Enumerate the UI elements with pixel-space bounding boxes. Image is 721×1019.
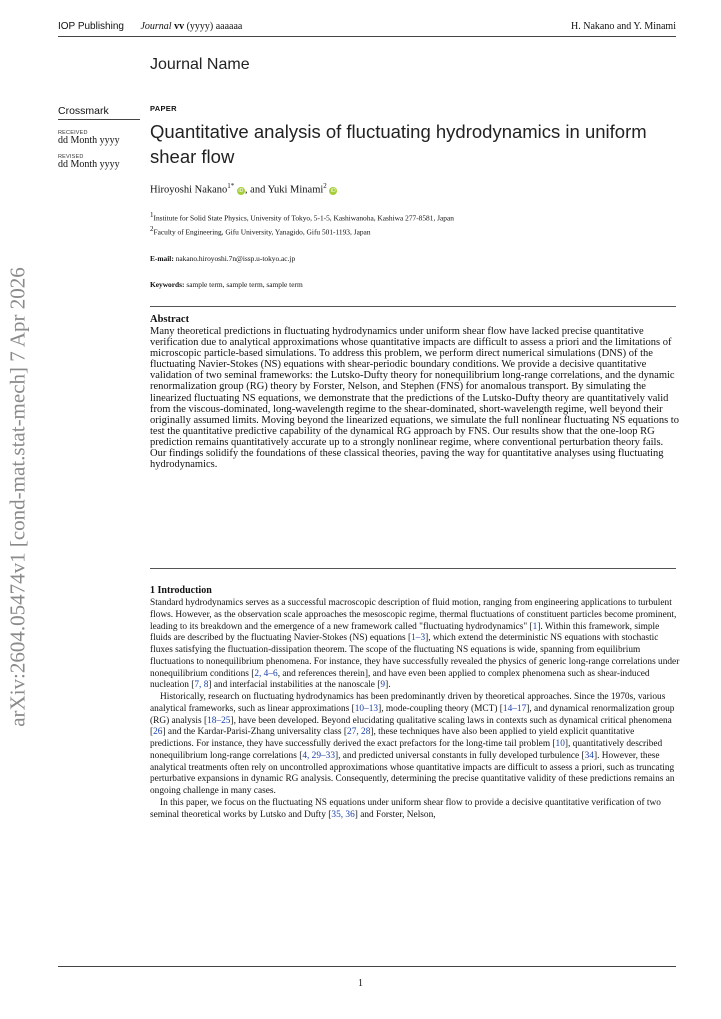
header-rule bbox=[58, 36, 676, 37]
revised-label: REVISED bbox=[58, 154, 84, 160]
citation-link[interactable]: 4, 29–33 bbox=[302, 750, 336, 761]
citation-link[interactable]: 14–17 bbox=[502, 703, 527, 714]
revised-date: dd Month yyyy bbox=[58, 159, 120, 170]
text-run: ]. bbox=[385, 680, 391, 691]
received-date: dd Month yyyy bbox=[58, 135, 120, 146]
citation-link[interactable]: 2, 4–6 bbox=[254, 668, 278, 679]
email-address[interactable]: nakano.hiroyoshi.7n@issp.u-tokyo.ac.jp bbox=[175, 254, 296, 263]
arxiv-identifier[interactable]: arXiv:2604.05474v1 [cond-mat.stat-mech] 7 Apr 2026 bbox=[5, 267, 30, 727]
orcid-icon[interactable]: iD bbox=[238, 187, 244, 194]
citation-link[interactable]: 35, 36 bbox=[331, 809, 355, 820]
text-run: ], and predicted universal constants in fully developed turbulence [ bbox=[335, 750, 585, 761]
text-run: ], these techniques have also been applied to yield explicit quantitative predictions. For instance, they have successfully derived the exact prefactors for the long-time tail problem [ bbox=[150, 727, 635, 749]
margin-rule bbox=[58, 119, 140, 120]
affiliation-text: Faculty of Engineering, Gifu University, Yanagido, Gifu 501-1193, Japan bbox=[153, 227, 371, 237]
citation-link[interactable]: 27, 28 bbox=[347, 727, 371, 738]
author-affil-sup: 2 bbox=[323, 182, 327, 190]
email-line bbox=[150, 254, 295, 263]
article-type-label: PAPER bbox=[150, 104, 177, 113]
keywords-label: Keywords: bbox=[150, 280, 185, 289]
text-run: ], mode-coupling theory (MCT) [ bbox=[378, 703, 503, 714]
abstract-heading: Abstract bbox=[150, 314, 190, 325]
keywords-line bbox=[150, 280, 303, 289]
citation-link[interactable]: 34 bbox=[584, 750, 594, 761]
journal-ref-volume: vv bbox=[174, 21, 185, 32]
journal-ref-italic: Journal bbox=[140, 21, 172, 32]
author-name: Yuki Minami bbox=[267, 184, 324, 196]
journal-name: Journal Name bbox=[150, 56, 250, 73]
text-run: ], have been developed. Beyond elucidating qualitative scaling laws in contexts such as dynamical critical phenomena [ bbox=[150, 715, 672, 738]
introduction-body bbox=[150, 598, 680, 821]
affiliation-text: Institute for Solid State Physics, University of Tokyo, 5-1-5, Kashiwanoha, Kashiwa 277-8581, Japan bbox=[153, 213, 454, 223]
section-heading: 1 Introduction bbox=[150, 585, 212, 596]
running-header-left bbox=[58, 21, 242, 32]
citation-link[interactable]: 7, 8 bbox=[194, 680, 209, 691]
text-run: ]. Within this framework, simple fluids are described by the fluctuating Navier-Stokes (NS) equations [ bbox=[150, 621, 660, 644]
citation-link[interactable]: 9 bbox=[380, 680, 386, 691]
journal-ref-rest: (yyyy) aaaaaa bbox=[186, 21, 243, 32]
text-run: ], and dynamical renormalization group (RG) analysis [ bbox=[150, 703, 675, 726]
abstract-rule-bottom bbox=[150, 568, 676, 569]
text-run: ]. However, these analytical treatments often rely on uncontrolled approximations whose quantitative impacts are difficult to assess a priori, such as truncating perturbative expansions in dynamic RG analysis. Consequently, determining the precise quantitative validity of these predictions remains an ongoing challenge in many cases. bbox=[150, 750, 675, 796]
text-run: In this paper, we focus on the fluctuating NS equations under uniform shear flow to provide a decisive quantitative verification of two seminal theoretical works by Lutsko and Dufty [ bbox=[150, 797, 661, 820]
affiliation bbox=[150, 211, 454, 222]
publisher-name: IOP Publishing bbox=[58, 21, 124, 32]
abstract-text: Many theoretical predictions in fluctuating hydrodynamics under uniform shear flow have lacked precise quantitative verification due to analytical approximations whose quantitative impacts are difficult to assess a priori and the limitations of microscopic particle-based simulations. To address this problem, we perform direct numerical simulations (DNS) of the fluctuating Navier-Stokes (NS) equations with shear-periodic boundary conditions. We provide a decisive quantitative validation of two seminal frameworks: the Lutsko-Dufty theory for nonequilibrium long-range correlations, and the dynamic renormalization group (RG) theory by Forster, Nelson, and Stephen (FNS) for anomalous transport. By simulating the linearized fluctuating NS equations, we demonstrate that the predictions of the Lutsko-Dufty theory are quantitatively valid from the viscous-dominated, long-wavelength regime to the shear-dominated, short-wavelength regime, well beyond their originally assumed limits. Moving beyond the linearized equations, we simulate the full nonlinear fluctuating NS equations to test the quantitative predictive capability of the dynamical RG approach by FNS. Our results show that the one-loop RG prediction remains quantitatively accurate up to a strongly nonlinear regime, where conventional perturbation theory fails. Our findings solidify the foundations of these classical theories, paving the way for quantitative analyses using fluctuating hydrodynamics. bbox=[150, 326, 679, 471]
paragraph bbox=[150, 798, 680, 822]
affiliation-number: 1 bbox=[150, 211, 154, 219]
received-block bbox=[58, 130, 120, 146]
email-label: E-mail: bbox=[150, 254, 174, 263]
received-label: RECEIVED bbox=[58, 130, 88, 136]
keywords-value: sample term, sample term, sample term bbox=[186, 280, 303, 289]
text-run: ] and the Kardar-Parisi-Zhang universality class [ bbox=[162, 727, 348, 738]
affiliation-number: 2 bbox=[150, 225, 154, 233]
text-run: ], quantitatively described nonequilibrium long-range correlations [ bbox=[150, 739, 663, 761]
abstract-rule-top bbox=[150, 306, 676, 307]
author-affil-sup: 1* bbox=[227, 182, 235, 190]
paragraph bbox=[150, 598, 680, 692]
revised-block bbox=[58, 154, 120, 170]
paper-title: Quantitative analysis of fluctuating hydrodynamics in uniform shear flow bbox=[150, 121, 647, 167]
citation-link[interactable]: 1 bbox=[532, 621, 538, 632]
citation-link[interactable]: 1–3 bbox=[411, 633, 426, 644]
running-authors: H. Nakano and Y. Minami bbox=[571, 21, 676, 32]
text-run: ] and interfacial instabilities at the nanoscale [ bbox=[208, 680, 381, 691]
text-run: Standard hydrodynamics serves as a successful macroscopic description of fluid motion, ranging from engineering applications to turbulent flows. However, as the observation scale approaches the mesoscopic regime, thermal fluctuations of constituent particles become prominent, leading to its breakdown and the emergence of a new framework called "fluctuating hydrodynamics" [ bbox=[150, 598, 677, 632]
paragraph bbox=[150, 692, 680, 798]
citation-link[interactable]: 26 bbox=[153, 727, 163, 738]
orcid-icon[interactable]: iD bbox=[331, 187, 336, 194]
author-separator: , and bbox=[244, 184, 268, 196]
citation-link[interactable]: 10 bbox=[555, 739, 565, 749]
citation-link[interactable]: 10–13 bbox=[354, 703, 379, 714]
affiliation bbox=[150, 225, 371, 236]
footer-rule bbox=[58, 966, 676, 967]
text-run: ], which extend the deterministic NS equations with stochastic fluxes satisfying the fluctuation-dissipation theorem. The scope of the fluctuating NS equations is wide, spanning from equilibrium fluctuations to nonequilibrium phenomena. For instance, they have successfully revealed the physics of generic long-range correlations under nonequilibrium conditions [ bbox=[150, 633, 680, 679]
page-number: 1 bbox=[358, 978, 363, 989]
text-run: , and references therein], and have even been applied to complex phenomena such as shear-induced nucleation [ bbox=[150, 668, 650, 691]
author-list bbox=[150, 182, 337, 196]
text-run: Historically, research on fluctuating hydrodynamics has been predominantly driven by theoretical approaches. Since the 1970s, various analytical frameworks, such as linear approximations [ bbox=[150, 692, 666, 714]
citation-link[interactable]: 18–25 bbox=[207, 715, 231, 726]
text-run: ] and Forster, Nelson, bbox=[354, 809, 436, 820]
author-name: Hiroyoshi Nakano bbox=[150, 184, 228, 196]
crossmark-link[interactable]: Crossmark bbox=[58, 105, 109, 117]
